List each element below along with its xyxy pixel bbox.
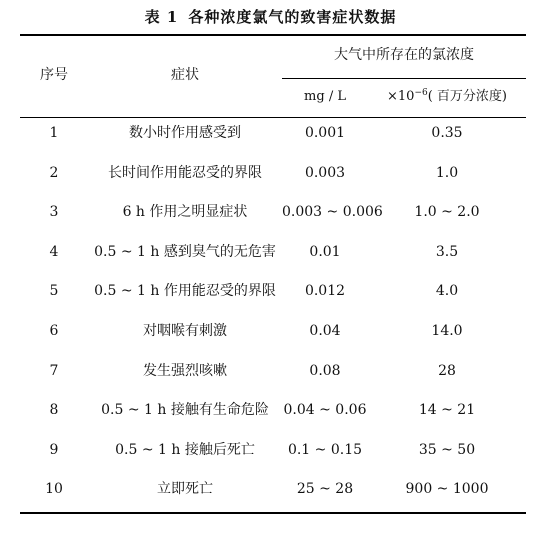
cell-ppm: 1.0 xyxy=(435,165,459,181)
cell-index: 4 xyxy=(49,244,59,260)
cell-index: 10 xyxy=(45,481,63,497)
cell-ppm: 14.0 xyxy=(431,323,463,339)
cell-symptom: 0.5 ~ 1 h 感到臭气的无危害 xyxy=(94,244,276,260)
cell-mg-per-l: 0.003 xyxy=(304,165,346,181)
cell-ppm: 1.0 ~ 2.0 xyxy=(414,204,480,220)
cell-mg-per-l: 0.04 xyxy=(309,323,341,339)
header-concentration-group: 大气中所存在的氯浓度 xyxy=(334,47,474,63)
header-symptom: 症状 xyxy=(171,67,199,83)
header-ppm-exponent: −6 xyxy=(414,88,428,98)
cell-mg-per-l: 0.001 xyxy=(304,125,346,141)
table-number: 表 1 xyxy=(144,8,179,26)
cell-index: 6 xyxy=(49,323,59,339)
cell-index: 8 xyxy=(49,402,59,418)
header-mg-per-l: mg / L xyxy=(304,89,346,104)
cell-index: 5 xyxy=(49,283,59,299)
header-ppm-suffix: ( 百万分浓度) xyxy=(427,89,507,104)
cell-mg-per-l: 25 ~ 28 xyxy=(296,481,354,497)
cell-mg-per-l: 0.012 xyxy=(304,283,346,299)
cell-ppm: 3.5 xyxy=(435,244,459,260)
cell-index: 7 xyxy=(49,363,59,379)
cell-symptom: 6 h 作用之明显症状 xyxy=(122,204,248,220)
cell-ppm: 28 xyxy=(438,363,456,379)
cell-mg-per-l: 0.1 ~ 0.15 xyxy=(287,442,363,458)
table-title: 各种浓度氯气的致害症状数据 xyxy=(188,8,397,26)
cell-index: 1 xyxy=(49,125,59,141)
cell-ppm: 0.35 xyxy=(431,125,463,141)
header-index: 序号 xyxy=(40,67,68,83)
cell-ppm: 35 ~ 50 xyxy=(418,442,476,458)
cell-symptom: 长时间作用能忍受的界限 xyxy=(108,165,262,181)
cell-mg-per-l: 0.01 xyxy=(309,244,341,260)
cell-symptom: 0.5 ~ 1 h 作用能忍受的界限 xyxy=(94,283,276,299)
cell-ppm: 900 ~ 1000 xyxy=(405,481,489,497)
cell-symptom: 对咽喉有刺激 xyxy=(143,323,227,339)
cell-index: 3 xyxy=(49,204,59,220)
cell-symptom: 0.5 ~ 1 h 接触后死亡 xyxy=(115,442,255,458)
cell-symptom: 发生强烈咳嗽 xyxy=(143,363,227,379)
cell-symptom: 立即死亡 xyxy=(157,481,213,497)
cell-index: 2 xyxy=(49,165,59,181)
cell-symptom: 数小时作用感受到 xyxy=(129,125,241,141)
cell-index: 9 xyxy=(49,442,59,458)
cell-ppm: 14 ~ 21 xyxy=(418,402,476,418)
cell-mg-per-l: 0.04 ~ 0.06 xyxy=(283,402,367,418)
cell-ppm: 4.0 xyxy=(435,283,459,299)
cell-mg-per-l: 0.08 xyxy=(309,363,341,379)
cell-mg-per-l: 0.003 ~ 0.006 xyxy=(282,204,383,220)
header-ppm-prefix: ×10 xyxy=(387,89,415,104)
cell-symptom: 0.5 ~ 1 h 接触有生命危险 xyxy=(101,402,269,418)
